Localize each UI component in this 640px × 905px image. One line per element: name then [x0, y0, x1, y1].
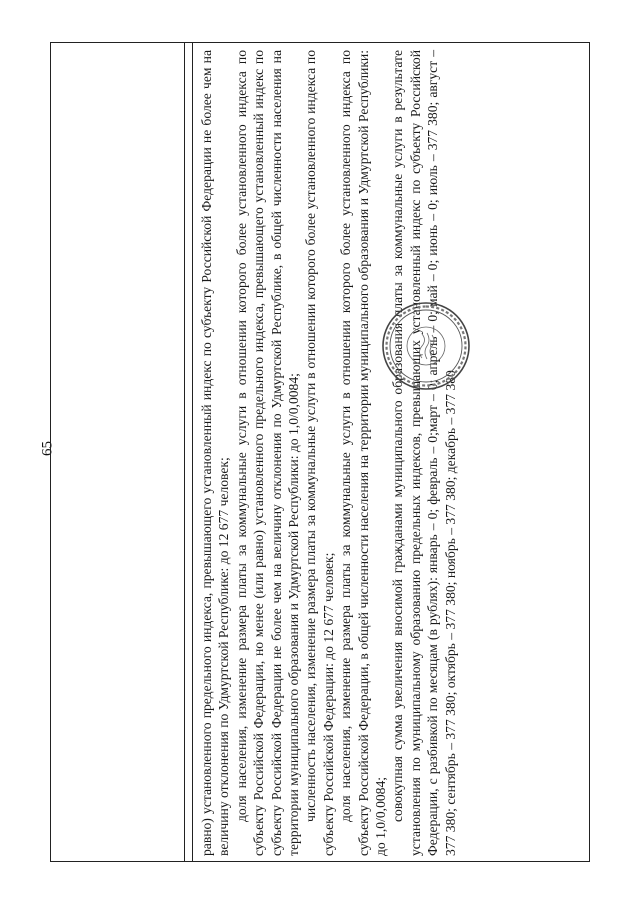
paragraph-monthly-sum: совокупная сумма увеличения вносимой гражданами муниципального образования платы за коммунальные услуги в результате установления по муниципальному образованию предельных индексов, превышающих установленный индекс по субъекту Российской Федерации, с разбивкой по месяцам (в рублях): январь – 0; февраль – 0;март – 0; апрель – 0; май – 0; июнь – 0; июль – 377 380; август – 377 380; сентябрь – 377 380; октябрь – 377 380; ноябрь – 377 380; декабрь – 377 380	[390, 50, 458, 856]
page-number: 65	[39, 441, 56, 456]
official-seal-stamp	[380, 300, 472, 392]
column-divider-secondary	[192, 42, 193, 862]
paragraph-population-count: численность населения, изменение размера платы за коммунальные услуги в отношении которого более установленного индекса по субъекту Российской Федерации: до 12 677 человек;	[303, 50, 336, 856]
column-divider	[184, 42, 185, 862]
rotated-page-content	[50, 42, 590, 862]
paragraph-population-share: доля населения, изменение размера платы за коммунальные услуги в отношении которого более установленного индекса по субъекту Российской Федерации, но менее (или равно) установленного предельного индекса, превышающего установленный индекс по субъекту Российской Федерации не более чем на величину отклонения по Удмуртской Республике, в общей численности населения на территории муниципального образования и Удмуртской Республики: до 1,0/0,0084;	[233, 50, 302, 856]
table-text-cell	[198, 50, 459, 856]
paragraph-continuation: равно) установленного предельного индекса, превышающего установленный индекс по субъекту Российской Федерации не более чем на величину отклонения по Удмуртской Республике: до 12 677 человек;	[199, 50, 232, 856]
paragraph-population-share-2: доля населения, изменение размера платы за коммунальные услуги в отношении которого более установленного индекса по субъекту Российской Федерации, в общей численности населения на территории муниципального образования и Удмуртской Республики: до 1,0/0,0084;	[338, 50, 389, 856]
